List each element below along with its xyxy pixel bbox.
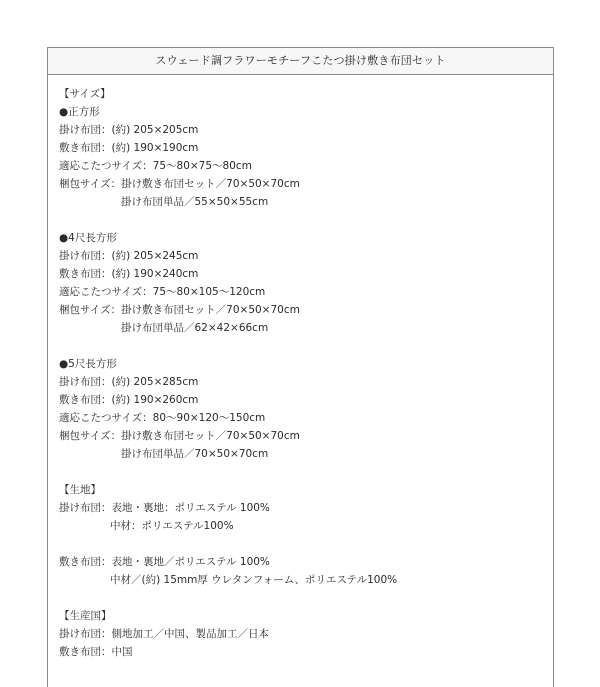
rect4-heading: ●4尺長方形: [59, 232, 117, 244]
origin-header: 【生産国】: [59, 610, 112, 622]
fabric-header: 【生地】: [59, 484, 101, 496]
size-header: 【サイズ】: [59, 88, 111, 100]
rect4-pack-single: 掛け布団単品／62×42×66cm: [121, 322, 269, 334]
rect5-heading: ●5尺長方形: [59, 358, 117, 370]
fabric-kake-surface: 掛け布団：表地・裏地：ポリエステル 100%: [59, 502, 270, 514]
origin-shiki: 敷き布団：中国: [59, 646, 133, 658]
rect5-pack-set: 梱包サイズ：掛け敷き布団セット／70×50×70cm: [59, 430, 300, 442]
fabric-shiki-filling: 中材／(約) 15mm厚 ウレタンフォーム、ポリエステル100%: [110, 574, 398, 586]
rect4-kotatsu-size: 適応こたつサイズ：75～80×105～120cm: [59, 286, 266, 298]
square-heading: ●正方形: [59, 106, 100, 118]
rect5-shiki-size: 敷き布団：(約) 190×260cm: [59, 394, 199, 406]
square-shiki-size: 敷き布団：(約) 190×190cm: [59, 142, 199, 154]
square-pack-set: 梱包サイズ：掛け敷き布団セット／70×50×70cm: [59, 178, 300, 190]
fabric-shiki-surface: 敷き布団：表地・裏地／ポリエステル 100%: [59, 556, 270, 568]
square-pack-single: 掛け布団単品／55×50×55cm: [121, 196, 269, 208]
rect5-kotatsu-size: 適応こたつサイズ：80～90×120～150cm: [59, 412, 266, 424]
rect5-kake-size: 掛け布団：(約) 205×285cm: [59, 376, 199, 388]
rect4-pack-set: 梱包サイズ：掛け敷き布団セット／70×50×70cm: [59, 304, 300, 316]
rect5-pack-single: 掛け布団単品／70×50×70cm: [121, 448, 269, 460]
square-kotatsu-size: 適応こたつサイズ：75～80×75～80cm: [59, 160, 252, 172]
rect4-kake-size: 掛け布団：(約) 205×245cm: [59, 250, 199, 262]
origin-kake: 掛け布団：側地加工／中国、製品加工／日本: [59, 628, 269, 640]
spec-content: [59, 85, 397, 661]
fabric-kake-filling: 中材：ポリエステル100%: [110, 520, 234, 532]
product-title: スウェード調フラワーモチーフこたつ掛け敷き布団セット: [48, 48, 553, 75]
rect4-shiki-size: 敷き布団：(約) 190×240cm: [59, 268, 199, 280]
square-kake-size: 掛け布団：(約) 205×205cm: [59, 124, 199, 136]
